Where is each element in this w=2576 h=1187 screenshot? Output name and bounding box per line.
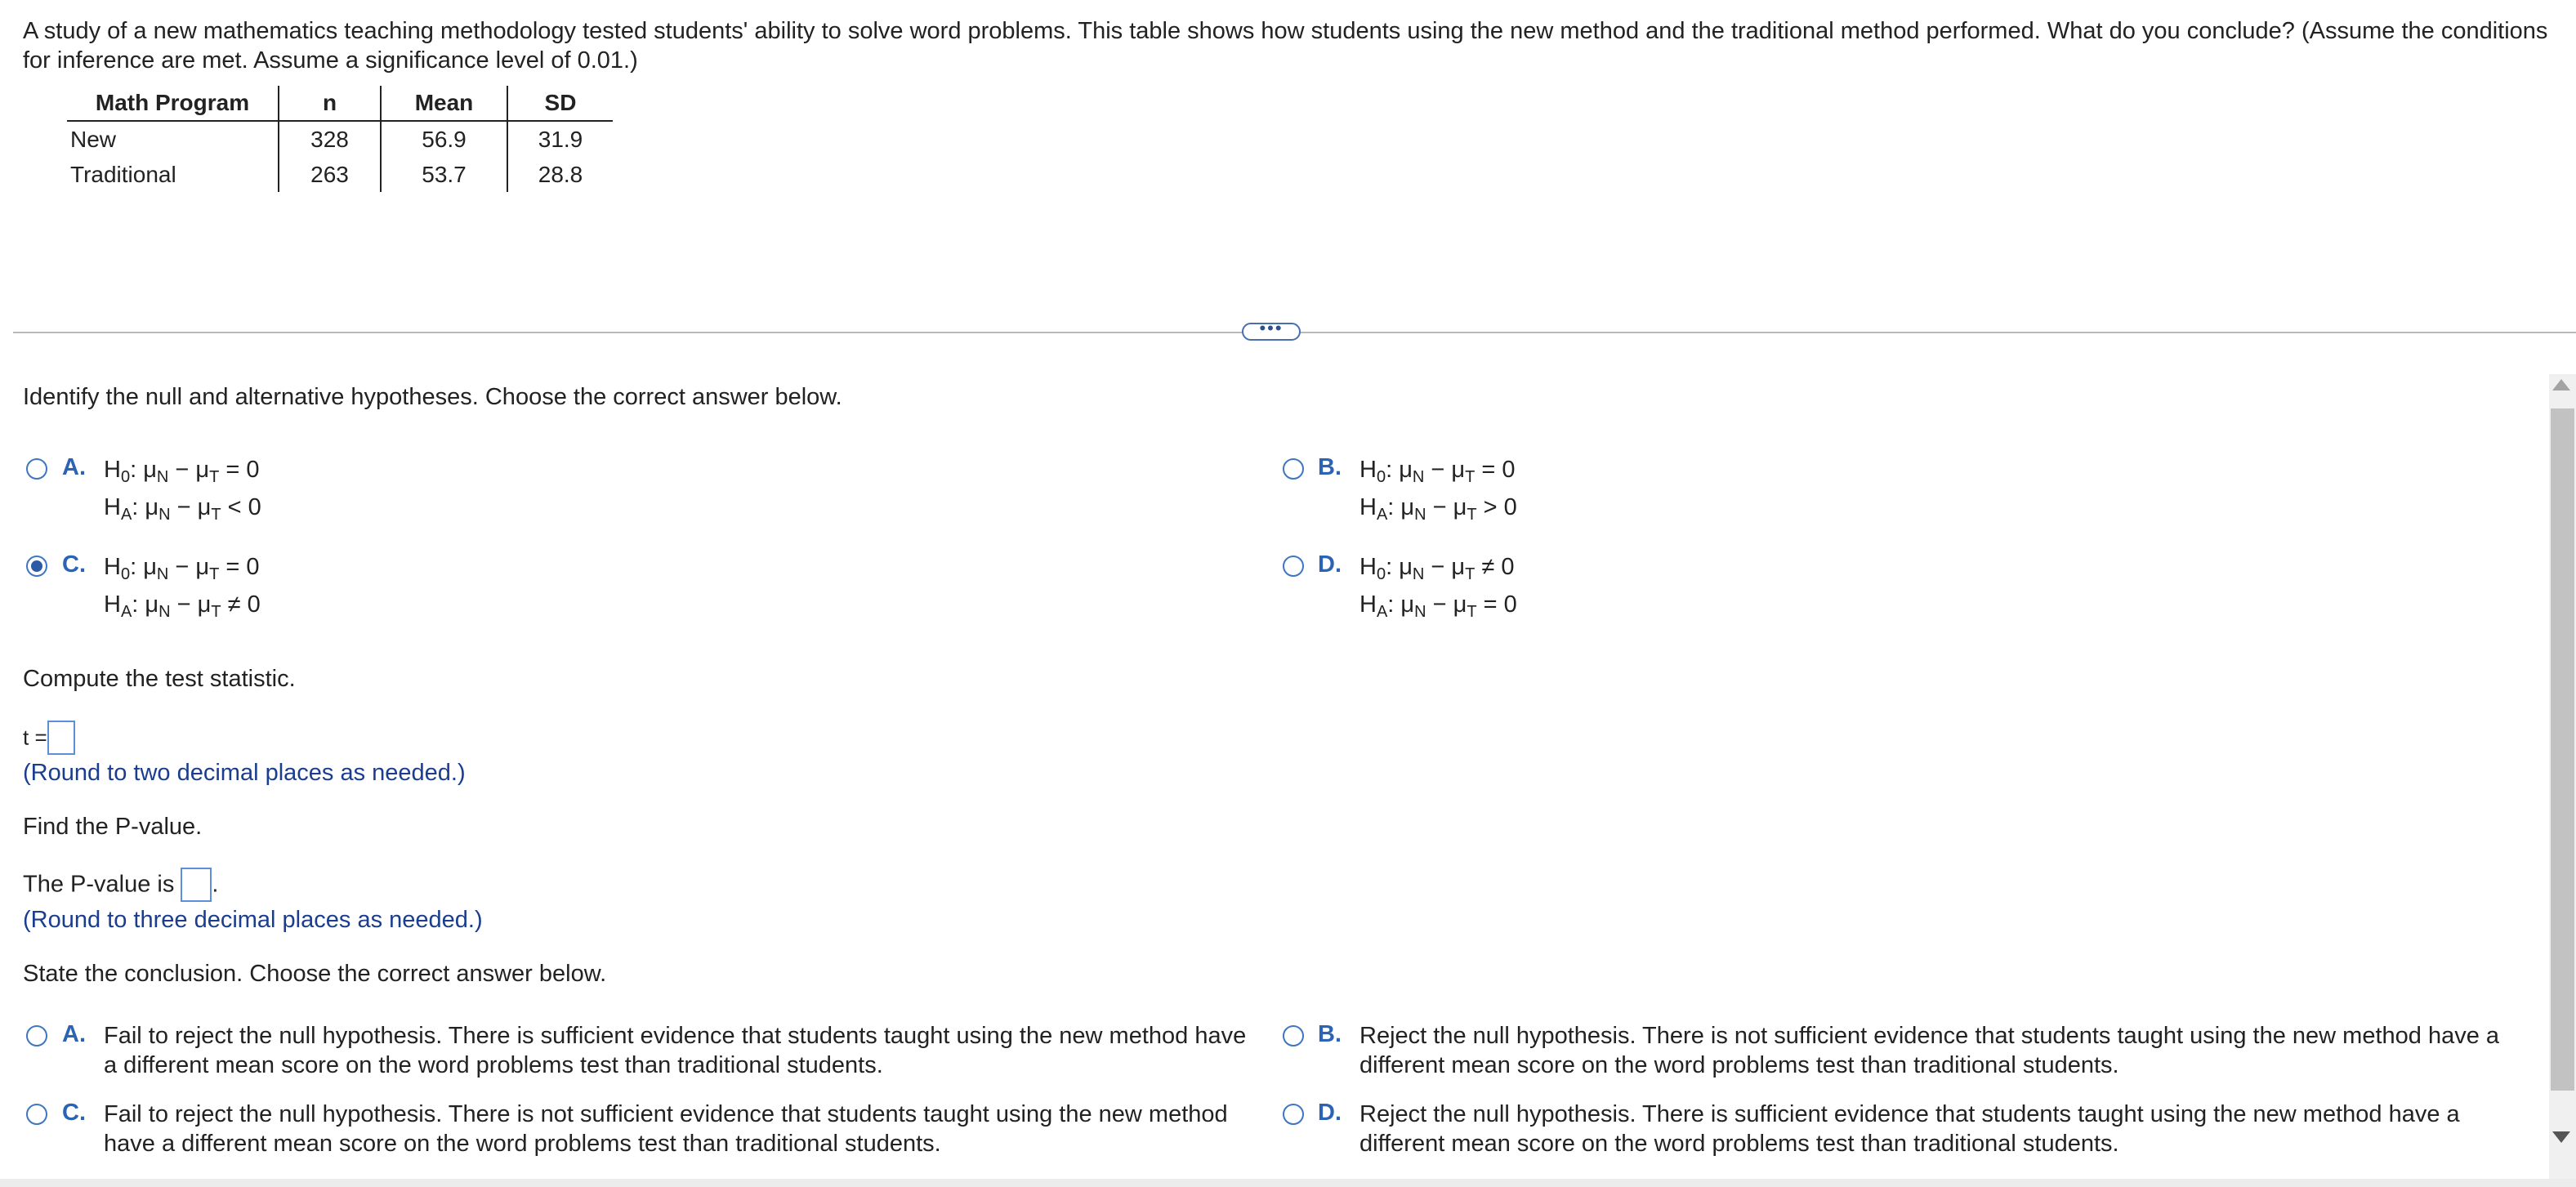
conclusion-d-radio[interactable] (1283, 1104, 1304, 1125)
conclusion-d-line2: different mean score on the word problems test than traditional students. (1359, 1131, 2119, 1157)
table-cell: 263 (279, 157, 381, 192)
p-value-hint: (Round to three decimal places as needed.) (23, 907, 483, 933)
conclusion-b-line1: Reject the null hypothesis. There is not sufficient evidence that students taught using the new method have a (1359, 1023, 2500, 1049)
table-cell: Traditional (70, 161, 176, 187)
conclusion-c-text (104, 1100, 1264, 1158)
conclusion-a-text (104, 1021, 1264, 1080)
scrollbar-thumb[interactable] (2551, 408, 2574, 1091)
hypothesis-a-h0: $H_0$: $\mu_N - \mu_T = 0$ (104, 457, 260, 486)
hypothesis-d-ha: $H_A$: $\mu_N - \mu_T = 0$ (1359, 591, 1517, 621)
data-table (67, 86, 613, 192)
hypotheses-prompt: Identify the null and alternative hypotheses. Choose the correct answer below. (23, 384, 842, 410)
table-header-row (67, 86, 613, 121)
table-cell: 31.9 (507, 121, 613, 157)
p-value-row (23, 868, 218, 902)
conclusion-c-radio[interactable] (26, 1104, 47, 1125)
hypothesis-c-radio[interactable] (26, 556, 47, 577)
p-value-input[interactable] (181, 868, 212, 902)
hypothesis-d-radio[interactable] (1283, 556, 1304, 577)
hypothesis-c-ha: $H_A$: $\mu_N - \mu_T \ne 0$ (104, 591, 261, 621)
conclusion-c-letter: C. (62, 1100, 86, 1126)
table-cell: New (70, 126, 117, 152)
conclusion-c-line1: Fail to reject the null hypothesis. There is not sufficient evidence that students taught using the new method (104, 1101, 1228, 1127)
hypothesis-c-h0: $H_0$: $\mu_N - \mu_T = 0$ (104, 554, 260, 583)
conclusion-d-line1: Reject the null hypothesis. There is sufficient evidence that students taught using the new method have a (1359, 1101, 2460, 1127)
conclusion-b-text (1359, 1021, 2544, 1080)
table-row (67, 157, 613, 192)
column-header: SD (507, 86, 613, 121)
conclusion-d-text (1359, 1100, 2544, 1158)
conclusion-b-line2: different mean score on the word problems test than traditional students. (1359, 1052, 2119, 1078)
conclusion-a-radio[interactable] (26, 1025, 47, 1046)
hypothesis-b-ha: $H_A$: $\mu_N - \mu_T > 0$ (1359, 494, 1517, 524)
conclusion-d-letter: D. (1318, 1100, 1342, 1126)
scroll-up-arrow-icon[interactable] (2552, 379, 2570, 390)
question-text: A study of a new mathematics teaching methodology tested students' ability to solve word problems. This table shows how students using the new method and the traditional method performed. What do you conclude? (Assume the conditions for inference are met. Assume a significance level of 0.01.) (23, 18, 2548, 74)
test-statistic-label: t = (23, 725, 47, 750)
conclusion-a-letter: A. (62, 1021, 86, 1047)
scroll-down-arrow-icon[interactable] (2552, 1131, 2570, 1143)
hypothesis-b-radio[interactable] (1283, 458, 1304, 480)
expand-handle-button[interactable]: ••• (1242, 323, 1301, 341)
hypothesis-a-letter: A. (62, 454, 86, 480)
p-value-suffix: . (212, 871, 219, 898)
conclusion-c-line2: have a different mean score on the word problems test than traditional students. (104, 1131, 941, 1157)
hypothesis-c-letter: C. (62, 551, 86, 578)
conclusion-b-radio[interactable] (1283, 1025, 1304, 1046)
hypothesis-a-radio[interactable] (26, 458, 47, 480)
hypothesis-d-h0: $H_0$: $\mu_N - \mu_T \ne 0$ (1359, 554, 1515, 583)
bottom-toolbar-strip (0, 1179, 2576, 1187)
table-cell: 56.9 (381, 121, 507, 157)
conclusion-b-letter: B. (1318, 1021, 1342, 1047)
column-header: Mean (381, 86, 507, 121)
table-cell: 328 (279, 121, 381, 157)
table-cell: 28.8 (507, 157, 613, 192)
p-value-prompt: Find the P-value. (23, 814, 203, 840)
hypothesis-d-letter: D. (1318, 551, 1342, 578)
p-value-label: The P-value is (23, 871, 175, 898)
test-statistic-hint: (Round to two decimal places as needed.) (23, 760, 466, 786)
column-header: Math Program (67, 86, 279, 121)
conclusion-a-line2: a different mean score on the word problems test than traditional students. (104, 1052, 883, 1078)
conclusion-prompt: State the conclusion. Choose the correct answer below. (23, 961, 607, 987)
test-statistic-prompt: Compute the test statistic. (23, 666, 296, 692)
conclusion-a-line1: Fail to reject the null hypothesis. There is sufficient evidence that students taught using the new method have (104, 1023, 1247, 1049)
test-statistic-input[interactable] (47, 721, 75, 755)
column-header: n (279, 86, 381, 121)
table-cell: 53.7 (381, 157, 507, 192)
hypothesis-b-letter: B. (1318, 454, 1342, 480)
hypothesis-b-h0: $H_0$: $\mu_N - \mu_T = 0$ (1359, 457, 1516, 486)
test-statistic-row (23, 721, 75, 755)
hypothesis-a-ha: $H_A$: $\mu_N - \mu_T < 0$ (104, 494, 261, 524)
table-row (67, 121, 613, 157)
